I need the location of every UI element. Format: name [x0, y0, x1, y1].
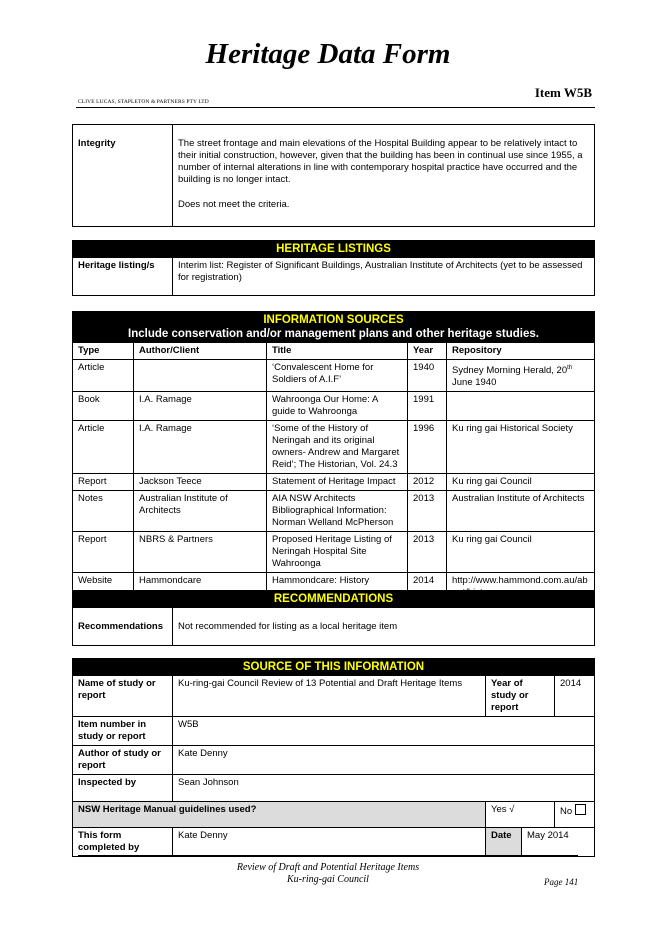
repository-text: Sydney Morning Herald, 20 — [452, 365, 568, 377]
row-type: Article — [73, 360, 134, 392]
row-year: 1991 — [408, 392, 447, 421]
integrity-table — [72, 124, 595, 227]
col-title: Title — [267, 343, 408, 360]
row-type: Notes — [73, 491, 134, 532]
row-repository: Ku ring gai Council — [447, 474, 595, 491]
author-value: Kate Denny — [173, 746, 595, 775]
integrity-criteria: Does not meet the criteria. — [178, 199, 290, 210]
row-title: AIA NSW Architects Bibliographical Information: Norman Welland McPherson — [267, 491, 408, 532]
item-number-value: W5B — [173, 717, 595, 746]
table-row — [73, 491, 595, 532]
row-author: I.A. Ramage — [134, 392, 267, 421]
no-checkbox[interactable] — [575, 804, 586, 815]
row-year: 1940 — [408, 360, 447, 392]
information-sources-table — [72, 311, 595, 602]
page-number: Page 141 — [544, 877, 579, 887]
recommendations-label: Recommendations — [73, 608, 173, 646]
inspected-by-label: Inspected by — [73, 775, 173, 802]
row-type: Report — [73, 532, 134, 573]
row-author: NBRS & Partners — [134, 532, 267, 573]
table-row — [73, 392, 595, 421]
row-author: Australian Institute of Architects — [134, 491, 267, 532]
row-year: 1996 — [408, 421, 447, 474]
row-repository: Australian Institute of Architects — [447, 491, 595, 532]
col-repository: Repository — [447, 343, 595, 360]
integrity-text: The street frontage and main elevations of the Hospital Building appear to be relatively intact to their initial construction, however, given that the building has been in continual use since 1955, a number of internal alterations in line with contemporary hospital practice have occurred and the building is no longer intact. — [178, 138, 583, 185]
completed-by-label: This form completed by — [73, 828, 173, 857]
recommendations-table — [72, 590, 595, 646]
information-sources-title: INFORMATION SOURCES — [263, 314, 404, 326]
row-title: Wahroonga Our Home: A guide to Wahroonga — [267, 392, 408, 421]
row-title: ‘Convalescent Home for Soldiers of A.I.F’ — [267, 360, 408, 392]
footer-rule — [78, 855, 578, 856]
item-number-label: Item number in study or report — [73, 717, 173, 746]
row-author: Hammondcare — [134, 573, 267, 602]
col-year: Year — [408, 343, 447, 360]
row-title: Statement of Heritage Impact — [267, 474, 408, 491]
year-of-study-label: Year of study or report — [486, 676, 555, 717]
year-of-study-value: 2014 — [555, 676, 595, 717]
source-info-table — [72, 658, 595, 857]
row-type: Report — [73, 474, 134, 491]
table-row — [73, 421, 595, 474]
row-repository — [447, 360, 595, 392]
row-author — [134, 360, 267, 392]
footer-council: Ku-ring-gai Council — [287, 874, 369, 885]
row-author: Jackson Teece — [134, 474, 267, 491]
footer-report-title: Review of Draft and Potential Heritage Items — [236, 862, 420, 873]
repository-sup: th — [567, 365, 573, 371]
table-row — [73, 360, 595, 392]
author-label: Author of study or report — [73, 746, 173, 775]
guidelines-yes: Yes √ — [486, 802, 555, 828]
table-row — [73, 474, 595, 491]
row-title: ‘Some of the History of Neringah and its original owners- Andrew and Margaret Reid’; The Historian, Vol. 24.3 — [267, 421, 408, 474]
information-sources-header — [73, 312, 595, 343]
date-value: May 2014 — [522, 828, 595, 857]
date-label: Date — [486, 828, 522, 857]
guidelines-no — [555, 802, 595, 828]
row-title: Hammondcare: History — [267, 573, 408, 602]
row-year: 2014 — [408, 573, 447, 602]
row-year: 2013 — [408, 532, 447, 573]
row-author: I.A. Ramage — [134, 421, 267, 474]
completed-by-value: Kate Denny — [173, 828, 486, 857]
header-rule — [76, 107, 595, 108]
recommendations-header: RECOMMENDATIONS — [73, 591, 595, 608]
recommendations-value: Not recommended for listing as a local heritage item — [173, 608, 595, 646]
company-name: CLIVE LUCAS, STAPLETON & PARTNERS PTY LTD — [78, 99, 209, 105]
heritage-listings-header: HERITAGE LISTINGS — [73, 241, 595, 258]
heritage-listing-value: Interim list: Register of Significant Buildings, Australian Institute of Architects (yet to be assessed for registration) — [173, 258, 595, 296]
inspected-by-value: Sean Johnson — [173, 775, 595, 802]
row-repository: Ku ring gai Council — [447, 532, 595, 573]
integrity-value — [173, 125, 595, 227]
row-type: Book — [73, 392, 134, 421]
source-info-header: SOURCE OF THIS INFORMATION — [73, 659, 595, 676]
row-title: Proposed Heritage Listing of Neringah Hospital Site Wahroonga — [267, 532, 408, 573]
row-repository — [447, 392, 595, 421]
heritage-listing-label: Heritage listing/s — [73, 258, 173, 296]
column-header-row — [73, 343, 595, 360]
row-year: 2013 — [408, 491, 447, 532]
information-sources-subtitle: Include conservation and/or management plans and other heritage studies. — [128, 328, 539, 340]
row-type: Website — [73, 573, 134, 602]
guidelines-no-label: No — [560, 806, 573, 817]
row-repository: Ku ring gai Historical Society — [447, 421, 595, 474]
item-number: Item W5B — [534, 85, 592, 100]
guidelines-label: NSW Heritage Manual guidelines used? — [73, 802, 486, 828]
integrity-label: Integrity — [73, 125, 173, 227]
study-name-value: Ku-ring-gai Council Review of 13 Potential and Draft Heritage Items — [173, 676, 486, 717]
col-type: Type — [73, 343, 134, 360]
study-name-label: Name of study or report — [73, 676, 173, 717]
row-year: 2012 — [408, 474, 447, 491]
row-repository-link[interactable]: http://www.hammond.com.au/ab — [447, 573, 595, 602]
col-author: Author/Client — [134, 343, 267, 360]
page-title: Heritage Data Form — [205, 38, 451, 70]
table-row — [73, 532, 595, 573]
heritage-listings-table — [72, 240, 595, 296]
repository-text-2: June 1940 — [452, 377, 497, 389]
row-type: Article — [73, 421, 134, 474]
